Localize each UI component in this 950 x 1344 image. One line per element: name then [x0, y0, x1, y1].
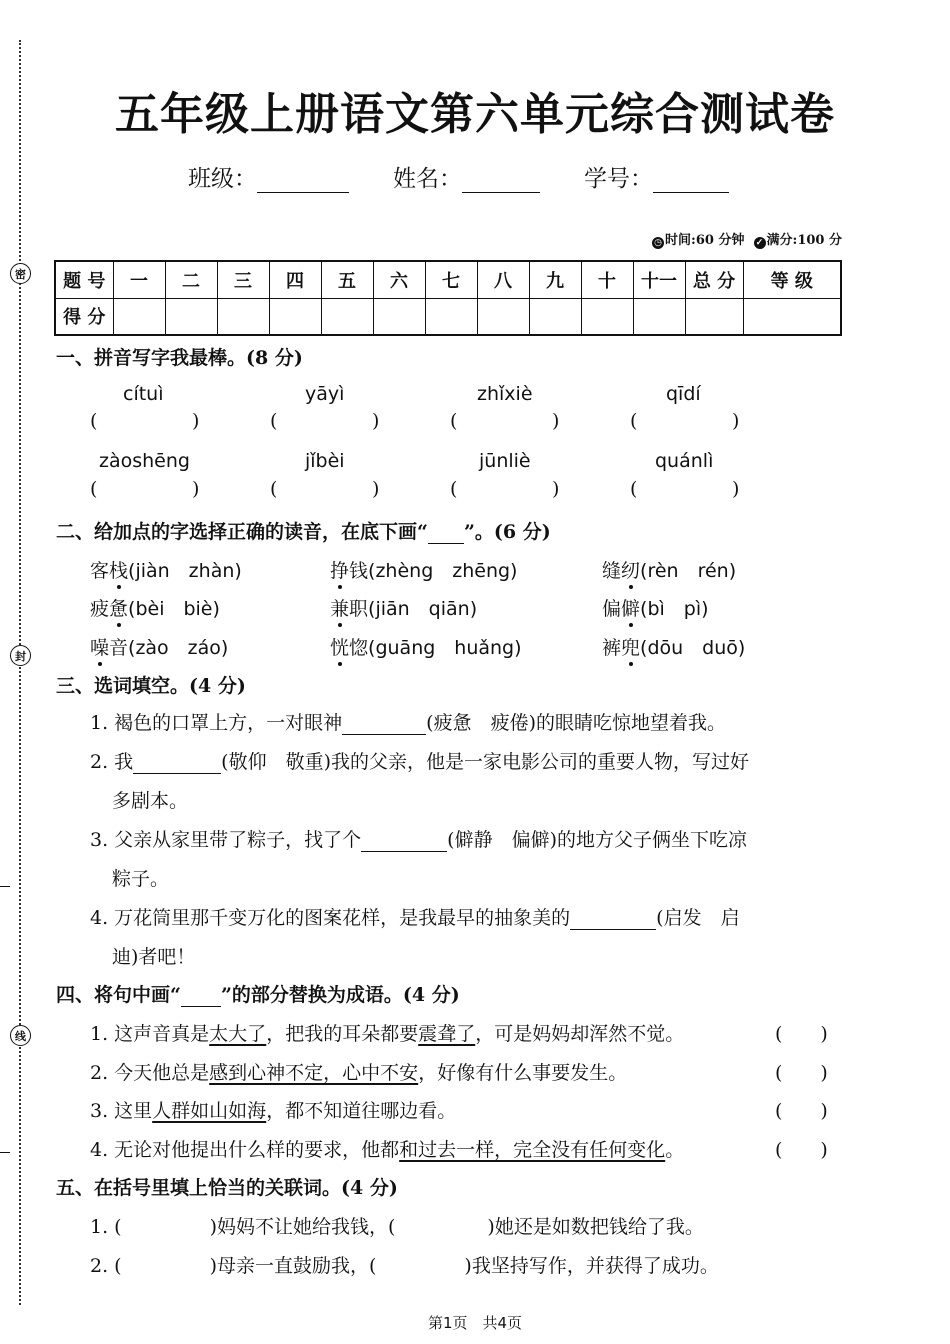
- class-label: 班级：: [188, 166, 257, 192]
- question-text: 1. 褐色的口罩上方，一对眼神: [90, 712, 343, 734]
- question-3-3: [90, 825, 747, 852]
- exam-full-score: 满分:100 分: [766, 233, 842, 248]
- table-header-cell: 七: [425, 261, 477, 298]
- table-header-cell: 等 级: [743, 261, 841, 298]
- question-text: (僻静 偏僻)的地方父子俩坐下吃凉: [447, 829, 747, 851]
- dotted-char: 纫: [621, 560, 641, 582]
- word-char: 音: [109, 637, 129, 659]
- table-header-cell: 五: [321, 261, 373, 298]
- word-char: 钱: [349, 560, 369, 582]
- pinyin-item: zàoshēng: [99, 450, 190, 472]
- question-3-4: [90, 903, 740, 930]
- question-text: )她还是如数把钱给了我。: [487, 1216, 704, 1238]
- binding-dotted-line: [19, 40, 21, 1305]
- pinyin-item: zhǐxiè: [477, 383, 533, 405]
- question-text: ，好像有什么事要发生。: [418, 1062, 628, 1084]
- score-cell[interactable]: [217, 298, 269, 335]
- word-char: 缝: [602, 560, 622, 582]
- score-cell[interactable]: [743, 298, 841, 335]
- answer-paren[interactable]: ( ): [775, 1023, 828, 1045]
- table-header-cell: 九: [529, 261, 581, 298]
- page-title: 五年级上册语文第六单元综合测试卷: [115, 89, 835, 140]
- question-text: 2. 我: [90, 751, 134, 773]
- reading-options[interactable]: (guāng huǎng): [368, 637, 522, 659]
- reading-options[interactable]: (jiàn zhàn): [128, 560, 242, 582]
- page-footer: 第1页 共4页: [427, 1314, 523, 1332]
- underlined-phrase: 和过去一样，完全没有任何变化: [399, 1139, 666, 1161]
- underlined-phrase: 太大了: [209, 1023, 267, 1045]
- table-header-cell: 十一: [633, 261, 685, 298]
- question-text: ，都不知道往哪边看。: [266, 1100, 457, 1122]
- section-4-title-a: 四、将句中画“: [56, 984, 181, 1006]
- answer-paren-close: ): [372, 478, 380, 500]
- seal-mark-feng: 封: [10, 645, 31, 666]
- answer-paren-open: (: [630, 410, 638, 432]
- question-3-2: [90, 747, 749, 774]
- score-cell[interactable]: [113, 298, 165, 335]
- check-icon: ✓: [754, 237, 766, 249]
- example-underline: [181, 989, 221, 1007]
- clock-icon: ◷: [652, 237, 664, 249]
- question-3-1: [90, 708, 726, 735]
- binding-tick: [0, 1152, 10, 1153]
- answer-blank[interactable]: [570, 910, 656, 930]
- reading-choice-item: [330, 594, 477, 621]
- reading-choice-item: [602, 594, 709, 621]
- question-text: )妈妈不让她给我钱，(: [209, 1216, 396, 1238]
- pinyin-item: yāyì: [305, 383, 345, 405]
- table-header-cell: 总 分: [685, 261, 743, 298]
- id-label: 学号：: [584, 166, 653, 192]
- answer-paren-open: (: [90, 410, 98, 432]
- answer-blank[interactable]: [342, 715, 426, 735]
- dotted-char: 惫: [109, 598, 129, 620]
- seal-mark-xian: 线: [10, 1025, 31, 1046]
- pinyin-item: jǐbèi: [305, 450, 345, 472]
- seal-mark-mi: 密: [10, 263, 31, 284]
- answer-paren-open: (: [270, 410, 278, 432]
- class-blank[interactable]: [257, 167, 349, 193]
- section-4-title-b: ”的部分替换为成语。(4 分): [220, 984, 460, 1006]
- question-3-4-cont: 迪)者吧！: [112, 946, 196, 968]
- question-text: )母亲一直鼓励我，(: [209, 1255, 377, 1277]
- dotted-char: 兜: [621, 637, 641, 659]
- underlined-phrase: 震聋了: [418, 1023, 476, 1045]
- question-text: 1. 这声音真是: [90, 1023, 210, 1045]
- word-char: 疲: [90, 598, 110, 620]
- score-cell[interactable]: [425, 298, 477, 335]
- class-field: [188, 160, 349, 193]
- reading-choice-item: [602, 556, 736, 583]
- section-4-title: [56, 980, 460, 1007]
- section-5-title: 五、在括号里填上恰当的关联词。(4 分): [56, 1177, 398, 1199]
- reading-options[interactable]: (zhèng zhēng): [368, 560, 518, 582]
- name-field: [393, 160, 540, 193]
- table-header-cell: 十: [581, 261, 633, 298]
- question-text: (启发 启: [656, 907, 740, 929]
- pinyin-item: jūnliè: [479, 450, 531, 472]
- score-cell[interactable]: [477, 298, 529, 335]
- underlined-phrase: 感到心神不定，心中不安: [209, 1062, 419, 1084]
- question-3-2-cont: 多剧本。: [112, 790, 189, 812]
- reading-choice-item: [602, 633, 745, 660]
- answer-blank[interactable]: [133, 754, 221, 774]
- exam-time: 时间:60 分钟: [665, 233, 745, 248]
- score-table-score-row: [55, 298, 841, 335]
- question-text: 4. 无论对他提出什么样的要求，他都: [90, 1139, 400, 1161]
- answer-paren-open: (: [450, 478, 458, 500]
- table-header-cell: 六: [373, 261, 425, 298]
- reading-options[interactable]: (zào záo): [128, 637, 229, 659]
- reading-choice-item: [330, 633, 522, 660]
- binding-tick: [0, 886, 10, 887]
- answer-paren-open: (: [270, 478, 278, 500]
- score-cell[interactable]: [373, 298, 425, 335]
- answer-blank[interactable]: [361, 832, 447, 852]
- question-text: 2. 今天他总是: [90, 1062, 210, 1084]
- answer-paren[interactable]: ( ): [775, 1100, 828, 1122]
- dotted-char: 兼: [330, 598, 350, 620]
- pinyin-item: cítuì: [123, 383, 164, 405]
- answer-paren-open: (: [90, 478, 98, 500]
- reading-choice-item: [90, 594, 220, 621]
- pinyin-item: qīdí: [666, 383, 701, 405]
- answer-paren-close: ): [192, 410, 200, 432]
- table-header-cell: 八: [477, 261, 529, 298]
- score-cell[interactable]: [581, 298, 633, 335]
- exam-meta: [652, 229, 842, 249]
- reading-choice-item: [90, 556, 242, 583]
- answer-paren-close: ): [552, 478, 560, 500]
- section-2-title-b: ”。(6 分): [463, 521, 551, 543]
- reading-choice-item: [330, 556, 517, 583]
- question-text: ，把我的耳朵都要: [266, 1023, 419, 1045]
- score-cell[interactable]: [321, 298, 373, 335]
- answer-paren-close: ): [192, 478, 200, 500]
- question-text: 4. 万花筒里那千变万化的图案花样，是我最早的抽象美的: [90, 907, 571, 929]
- section-2-title: [56, 517, 551, 544]
- table-row-label: 得 分: [55, 298, 113, 335]
- word-char: 裤: [602, 637, 622, 659]
- reading-options[interactable]: (bèi biè): [128, 598, 220, 620]
- example-underline: [428, 526, 464, 544]
- question-4-1: [90, 1019, 684, 1046]
- score-table-header-row: [55, 261, 841, 298]
- section-3-title: 三、选词填空。(4 分): [56, 675, 246, 697]
- score-cell[interactable]: [165, 298, 217, 335]
- answer-paren-close: ): [732, 410, 740, 432]
- word-char: 惚: [349, 637, 369, 659]
- score-cell[interactable]: [269, 298, 321, 335]
- question-text: 。: [665, 1139, 685, 1161]
- question-4-4: [90, 1135, 684, 1162]
- reading-choice-item: [90, 633, 228, 660]
- question-text: 3. 这里: [90, 1100, 153, 1122]
- question-text: 3. 父亲从家里带了粽子，找了个: [90, 829, 362, 851]
- id-field: [584, 160, 729, 193]
- question-5-1: [90, 1212, 704, 1239]
- question-text: )我坚持写作，并获得了成功。: [464, 1255, 719, 1277]
- table-header-cell: 四: [269, 261, 321, 298]
- section-2-title-a: 二、给加点的字选择正确的读音，在底下画“: [56, 521, 428, 543]
- answer-paren-open: (: [630, 478, 638, 500]
- table-header-cell: 三: [217, 261, 269, 298]
- score-cell[interactable]: [685, 298, 743, 335]
- answer-paren-close: ): [732, 478, 740, 500]
- question-text: ，可是妈妈却浑然不觉。: [475, 1023, 685, 1045]
- question-4-2: [90, 1058, 627, 1085]
- word-char: 偏: [602, 598, 622, 620]
- answer-paren[interactable]: ( ): [775, 1139, 828, 1161]
- table-header-cell: 二: [165, 261, 217, 298]
- score-table: [54, 260, 842, 336]
- question-text: (疲惫 疲倦)的眼睛吃惊地望着我。: [426, 712, 726, 734]
- answer-paren[interactable]: ( ): [775, 1062, 828, 1084]
- dotted-char: 恍: [330, 637, 350, 659]
- reading-options[interactable]: (bì pì): [640, 598, 709, 620]
- word-char: 客: [90, 560, 110, 582]
- question-3-3-cont: 粽子。: [112, 868, 170, 890]
- underlined-phrase: 人群如山如海: [152, 1100, 267, 1122]
- reading-options[interactable]: (rèn rén): [640, 560, 737, 582]
- question-text: 1. (: [90, 1216, 122, 1238]
- score-cell[interactable]: [633, 298, 685, 335]
- name-label: 姓名：: [393, 166, 462, 192]
- section-1-title: 一、拼音写字我最棒。(8 分): [56, 347, 303, 369]
- reading-options[interactable]: (jiān qiān): [368, 598, 478, 620]
- answer-paren-close: ): [372, 410, 380, 432]
- score-cell[interactable]: [529, 298, 581, 335]
- dotted-char: 僻: [621, 598, 641, 620]
- question-5-2: [90, 1251, 719, 1278]
- answer-paren-close: ): [552, 410, 560, 432]
- table-header-cell: 一: [113, 261, 165, 298]
- question-text: 2. (: [90, 1255, 122, 1277]
- dotted-char: 栈: [109, 560, 129, 582]
- question-text: (敬仰 敬重)我的父亲，他是一家电影公司的重要人物，写过好: [221, 751, 749, 773]
- answer-paren-open: (: [450, 410, 458, 432]
- dotted-char: 挣: [330, 560, 350, 582]
- table-header-cell: 题 号: [55, 261, 113, 298]
- reading-options[interactable]: (dōu duō): [640, 637, 746, 659]
- id-blank[interactable]: [653, 167, 729, 193]
- word-char: 职: [349, 598, 369, 620]
- pinyin-item: quánlì: [655, 450, 714, 472]
- dotted-char: 噪: [90, 637, 110, 659]
- question-4-3: [90, 1096, 456, 1123]
- name-blank[interactable]: [462, 167, 540, 193]
